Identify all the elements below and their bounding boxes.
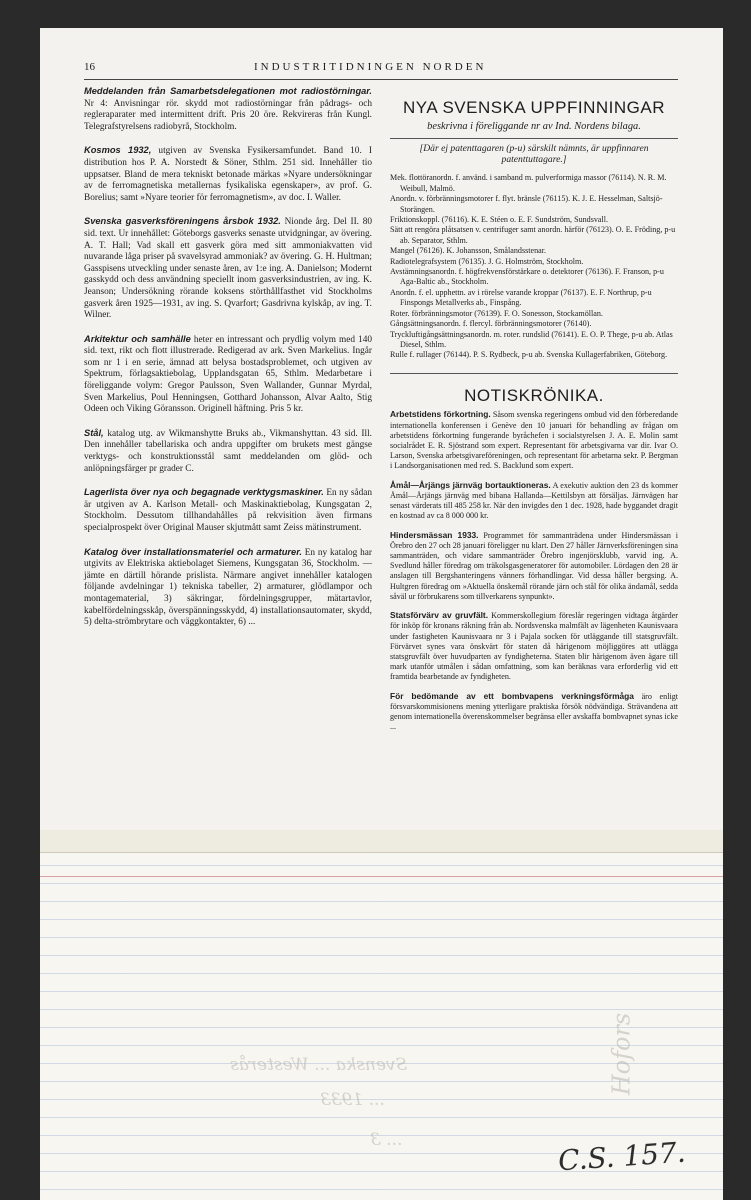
paper-edge (40, 830, 723, 853)
entry-heading: Meddelanden från Samarbetsdelegationen mot radiostörningar. (84, 86, 372, 96)
header-rule (84, 79, 678, 80)
entry-lagerlista (84, 487, 372, 534)
notice-text: A exekutiv auktion den 23 ds kommer Åmål—Årjängs järnväg med bibana Hallanda—Kettilsbyn att försäljas. Järnvägen har senast värderats till 485 258 kr. När den invigdes den 1 dec. 1928, hade byggandet dragit en kostnad av ca 8 000 000 kr. (390, 480, 678, 521)
patent-item: Anordn. v. förbränningsmotorer f. flyt. bränsle (76115). K. J. E. Hesselman, Saltsjö-Storängen. (390, 194, 663, 214)
patent-item: Tryckluftigångsättningsanordn. m. roter. rundslid (76141). E. O. P. Thege, p-u ab. Atlas Diesel, Sthlm. (390, 329, 673, 349)
entry-heading: Svenska gasverksföreningens årsbok 1932. (84, 216, 281, 227)
patent-item: Gångsättningsanordn. f. flercyl. förbränningsmotorer (76140). (390, 319, 592, 329)
notice-text: Programmet för sammanträdena under Hindersmässan i Örebro den 27 och 28 januari föreligger nu klart. Den 27 håller Järnverksföreningen sina sammanträden, och vidare sammanträder Örebro ingenjörsklubb, varvid ing. A. Svedlund håller föredrag om träkolsgasgeneratorer för automobiler. Lördagen den 28 är anslagen till Bergshanteringens vänners förhandlingar. Vid dessa håller bergsing. A. Hultgren föredrag om »Aktuella önskemål rörande järn och stål för olika ändamål, sedda såväl ur förbrukarens som tillverkarens synpunkt». (390, 530, 678, 601)
notice-item (390, 480, 678, 522)
margin-line (40, 876, 723, 877)
ghost-text: Hofors (607, 1012, 636, 1096)
ghost-text: Svenska ... Westerås (230, 1055, 408, 1075)
entry-katalog (84, 547, 372, 629)
entry-heading: Arkitektur och samhälle (84, 333, 191, 344)
page-header (84, 58, 678, 78)
patents-title: NYA SVENSKA UPPFINNINGAR (402, 98, 666, 117)
notice-text: Kommerskollegium föreslår regeringen vidtaga åtgärder för inköp för kronans räkning från ab. Nordsvenska malmfält av lägenheten Kaunisvaara under fastigheten Kaunisvaara nr 3 i Pajala socken för utläggande till statsgruvfält. Förvärvet synes vara önskvärt för staten då härigenom möjliggöres att utlägga statsgruvfält över huvudparten av fyndigheterna. Staten blir härigenom även ägare till mark utanför utmålen i sådan omfattning, som kan beräknas vara erforderlig vid ett framtida bearbetande av fyndigheten. (390, 611, 678, 682)
patent-item: Roter. förbränningsmotor (76139). F. O. Sonesson, Stockamöllan. (390, 308, 603, 318)
notice-heading: För bedömande av ett bombvapens verkningsförmåga (390, 690, 634, 701)
entry-text: Nr 4: Anvisningar rör. skydd mot radiostörningar från pådrags- och regleraparater med intermittent drift. Pris 20 öre. Rekvireras från Kungl. Telegrafstyrelsens radiobyrå, Stockholm. (84, 98, 372, 132)
patent-item: Rulle f. rullager (76144). P. S. Rydbeck, p-u ab. Svenska Kullagerfabriken, Göteborg. (390, 350, 668, 360)
entry-text: utgiven av Svenska Fysikersamfundet. Band 10. I distribution hos P. A. Norstedt & Söner, Sthlm. 251 sid. Innehåller tio uppsatser. Bland de mera tekniskt betonade märkas »Nyare undersökningar av de ferromagnetiska metallernas fysikaliska egenskaper», av prof. G. Borelius; samt »Nyare teorier för ferromagnetism», av doc. I. Waller. (84, 146, 372, 203)
notice-heading: Hindersmässan 1933. (390, 529, 479, 540)
left-column (84, 86, 372, 641)
section-divider (390, 373, 678, 374)
entry-heading: Lagerlista över nya och begagnade verktygsmaskiner. (84, 487, 324, 498)
patents-note: [Där ej patenttagaren (p-u) särskilt nämnts, är uppfinnaren patenttuttagare.] (390, 138, 678, 166)
entry-text: heter en intressant och prydlig volym med 140 sid. text, rikt och flott illustrerade. Redigerad av ark. Sven Markelius. Ingår som nr 1 i en serie, ämnad att belysa bostadsproblemet, och utgiven av Spektrum, förlagsaktiebolag, Upplandsgatan 65, Sthlm. Medarbetare i föreliggande volym: Gregor Paulsson, Sven Wallander, Gunnar Myrdal, Sven Markelius, Poul Henningsen, Gotthard Johansson, Alvar Aalto, Stig Odeen och Viking Göransson. Originell häftning. Pris 5 kr. (84, 334, 372, 415)
notice-item (390, 530, 678, 602)
notice-item (390, 409, 678, 471)
notice-heading: Åmål—Årjängs järnväg bortauktioneras. (390, 479, 551, 490)
ghost-text: ... 3 (370, 1130, 403, 1150)
notice-heading: Statsförvärv av gruvfält. (390, 610, 489, 621)
entry-radiostorningar (84, 86, 372, 133)
notice-text: Såsom svenska regeringens ombud vid den förberedande internationella konferensen i Genève den 10 januari för behandling av frågan om arbetstidens förkortning fungerande byråchefen i socialstyrelsen J. A. E. Molin samt socialrådet E. R. Sjöstrand som expert. Representant för arbetsgivarna var dir. Ivar O. Larson, Svenska arbetsgivareföreningen, och representant för arbetarna sekr. P. Bergman i Landsorganisationen med red. S. Backlund som expert. (390, 410, 678, 471)
entry-kosmos (84, 145, 372, 204)
patent-item: Avstämningsanordn. f. högfrekvensförstärkare o. detektorer (76136). F. Franson, p-u Aga-Baltic ab., Stockholm. (390, 267, 664, 287)
entry-heading: Katalog över installationsmateriel och armaturer. (84, 546, 302, 557)
entry-text: En ny sådan är utgiven av A. Karlson Metall- och Maskinaktiebolag, Kungsgatan 2, Stockholm. Dessutom tillhandahålles på rekvisition även firmans specialprospekt över Original Mauser skjutmått samt Zeiss mätinstrument. (84, 488, 372, 533)
notice-text: äro enligt försvarskommisionens mening ytterligare praktiska försök nödvändiga. Strävandena att genom internationella överenskommelser begränsa eller avskaffa bombvapnet synas icke ... (390, 691, 678, 732)
handwritten-mark: C.S. 157. (557, 1135, 687, 1178)
entry-heading: Kosmos 1932, (84, 145, 152, 156)
patent-item: Sätt att rengöra plåtsatsen v. centrifuger samt anordn. härför (76123). O. E. Fröding, p-u ab. Separator, Sthlm. (390, 225, 676, 245)
entry-text: katalog utg. av Wikmanshytte Bruks ab., Vikmanshyttan. 43 sid. Ill. Den innehåller tabellariska och andra uppgifter om brukets mest gängse verktygs- och konstruktionsstål samt meddelanden om glöd- och anlöpningsfärger pr grader C. (84, 428, 372, 474)
notice-item (390, 610, 678, 682)
entry-arkitektur (84, 334, 372, 416)
patent-item: Anordn. f. el. upphettn. av i rörelse varande kroppar (76137). E. F. Northrup, p-u Finspongs Metallverks ab., Finspång. (390, 287, 652, 308)
notice-heading: Arbetstidens förkortning. (390, 409, 491, 420)
patent-item: Mek. flottöranordn. f. använd. i samband m. pulverformiga massor (76114). N. R. M. Weibull, Malmö. (390, 173, 667, 193)
patent-item: Friktionskoppl. (76116). K. E. Stéen o. E. F. Sundström, Sundsvall. (390, 215, 609, 225)
notice-item (390, 691, 678, 733)
entry-stal (84, 428, 372, 475)
patents-subtitle: beskrivna i föreliggande nr av Ind. Nordens bilaga. (427, 120, 641, 132)
entry-text: En ny katalog har utgivits av Elektriska aktiebolaget Siemens, Kungsgatan 36, Stockholm. — jämte en därtill hörande prislista. Närmare angivet innehåller katalogen följande avdelningar 1) tekniska tabeller, 2) armaturer, glödlampor och montagematerial, 3) säkringar, fördelningsgrupper, mätartavlor, kabelfördelningsskåp, överspänningsskydd, 4) installationsautomater, skydd, 5) delta-strömbrytare och väggkontakter, 6) ... (84, 547, 372, 628)
right-column (390, 86, 678, 740)
entry-text: Nionde årg. Del II. 80 sid. text. Ur innehållet: Göteborgs gasverks senaste utvidgningar, av övering. A. T. Hall; Vad skall ett gasverk göra med sitt ammoniakvatten vid nuvarande låga priser på svavelsyrad ammoniak? av övering. G. H. Hultman; Gasspisens utveckling under senaste åren, av 1:e ing. A. Danielson; Modernt gasskydd och dess användning speciellt inom gasverksindustrien, av ing. K. Jeanson; Undersökning rörande koksens störthållfasthet vid Stockholms gasverk åren 1925—1931, av ing. S. Qvarfort; Gasdrivna kylskåp, av ing. T. Wilner. (84, 217, 372, 321)
patent-item: Radiotelegrafsystem (76135). J. G. Holmström, Stockholm. (390, 256, 584, 266)
patent-list (390, 173, 678, 360)
entry-heading: Stål, (84, 427, 104, 438)
ghost-text: ... 1933 (320, 1090, 385, 1110)
page-number: 16 (84, 61, 95, 73)
patent-item: Mangel (76126). K. Johansson, Smålandsstenar. (390, 246, 547, 256)
entry-gasverk (84, 216, 372, 321)
notices-title: NOTISKRÖNIKA. (464, 385, 604, 405)
running-title: INDUSTRITIDNINGEN NORDEN (254, 61, 487, 73)
